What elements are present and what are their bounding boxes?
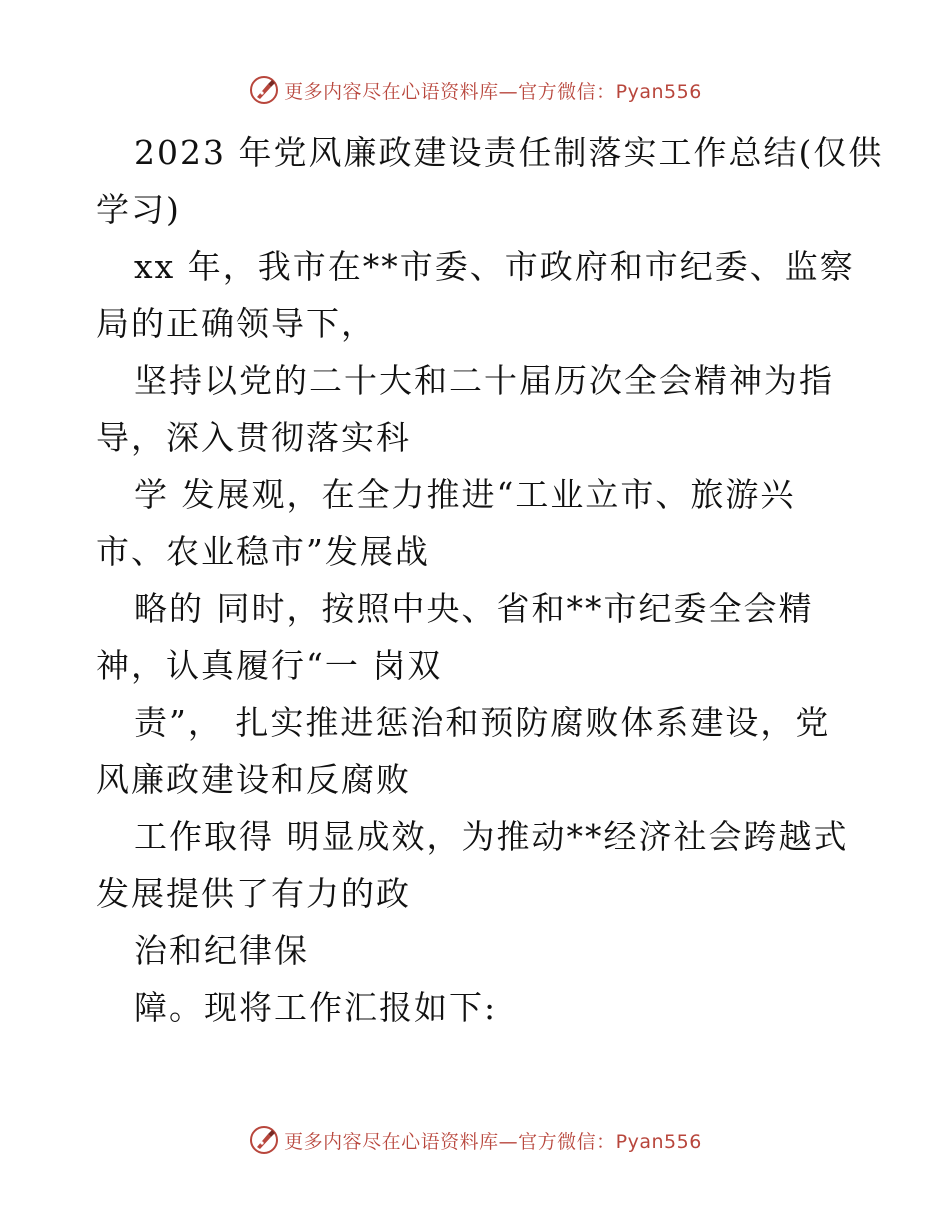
- paragraph-line: 坚持以党的二十大和二十届历次全会精神为指: [134, 361, 834, 400]
- paragraph-line: 市、农业稳市”发展战: [96, 532, 430, 571]
- watermark-text: 更多内容尽在心语资料库—官方微信：Pyan556: [284, 80, 702, 103]
- paragraph: [96, 808, 856, 922]
- paragraph-line: 工作取得 明显成效，为推动**经济社会跨越式: [134, 817, 849, 856]
- document-title: [96, 124, 884, 238]
- pen-nib-circle-icon: [248, 74, 280, 106]
- paragraph-line: 导，深入贯彻落实科: [96, 418, 411, 457]
- document-body: [96, 124, 884, 1036]
- header-watermark: [0, 70, 950, 110]
- paragraph: [96, 979, 856, 1036]
- paragraph-line: 治和纪律保: [134, 931, 309, 970]
- paragraph-line: xx 年，我市在**市委、市政府和市纪委、监察: [134, 247, 855, 286]
- paragraph-line: 障。现将工作汇报如下:: [134, 988, 498, 1027]
- watermark-text: 更多内容尽在心语资料库—官方微信：Pyan556: [284, 1130, 702, 1153]
- footer-watermark: [0, 1120, 950, 1160]
- paragraph-line: 神，认真履行“一 岗双: [96, 646, 443, 685]
- paragraph-line: 发展提供了有力的政: [96, 874, 411, 913]
- paragraph-line: 局的正确领导下，: [96, 304, 376, 343]
- paragraph-line: 略的 同时，按照中央、省和**市纪委全会精: [134, 589, 814, 628]
- paragraph-line: 学习): [96, 190, 181, 229]
- paragraph: [96, 466, 856, 580]
- paragraph-line: 责”， 扎实推进惩治和预防腐败体系建设，党: [134, 703, 831, 742]
- paragraph: [96, 352, 856, 466]
- paragraph: [96, 580, 856, 694]
- paragraph-line: 风廉政建设和反腐败: [96, 760, 411, 799]
- pen-nib-circle-icon: [248, 1124, 280, 1156]
- paragraph: [96, 694, 856, 808]
- paragraph: [96, 238, 856, 352]
- paragraph-line: 学 发展观，在全力推进“工业立市、旅游兴: [134, 475, 796, 514]
- paragraph: [96, 922, 856, 979]
- paragraph-line: 2023 年党风廉政建设责任制落实工作总结(仅供: [134, 133, 884, 172]
